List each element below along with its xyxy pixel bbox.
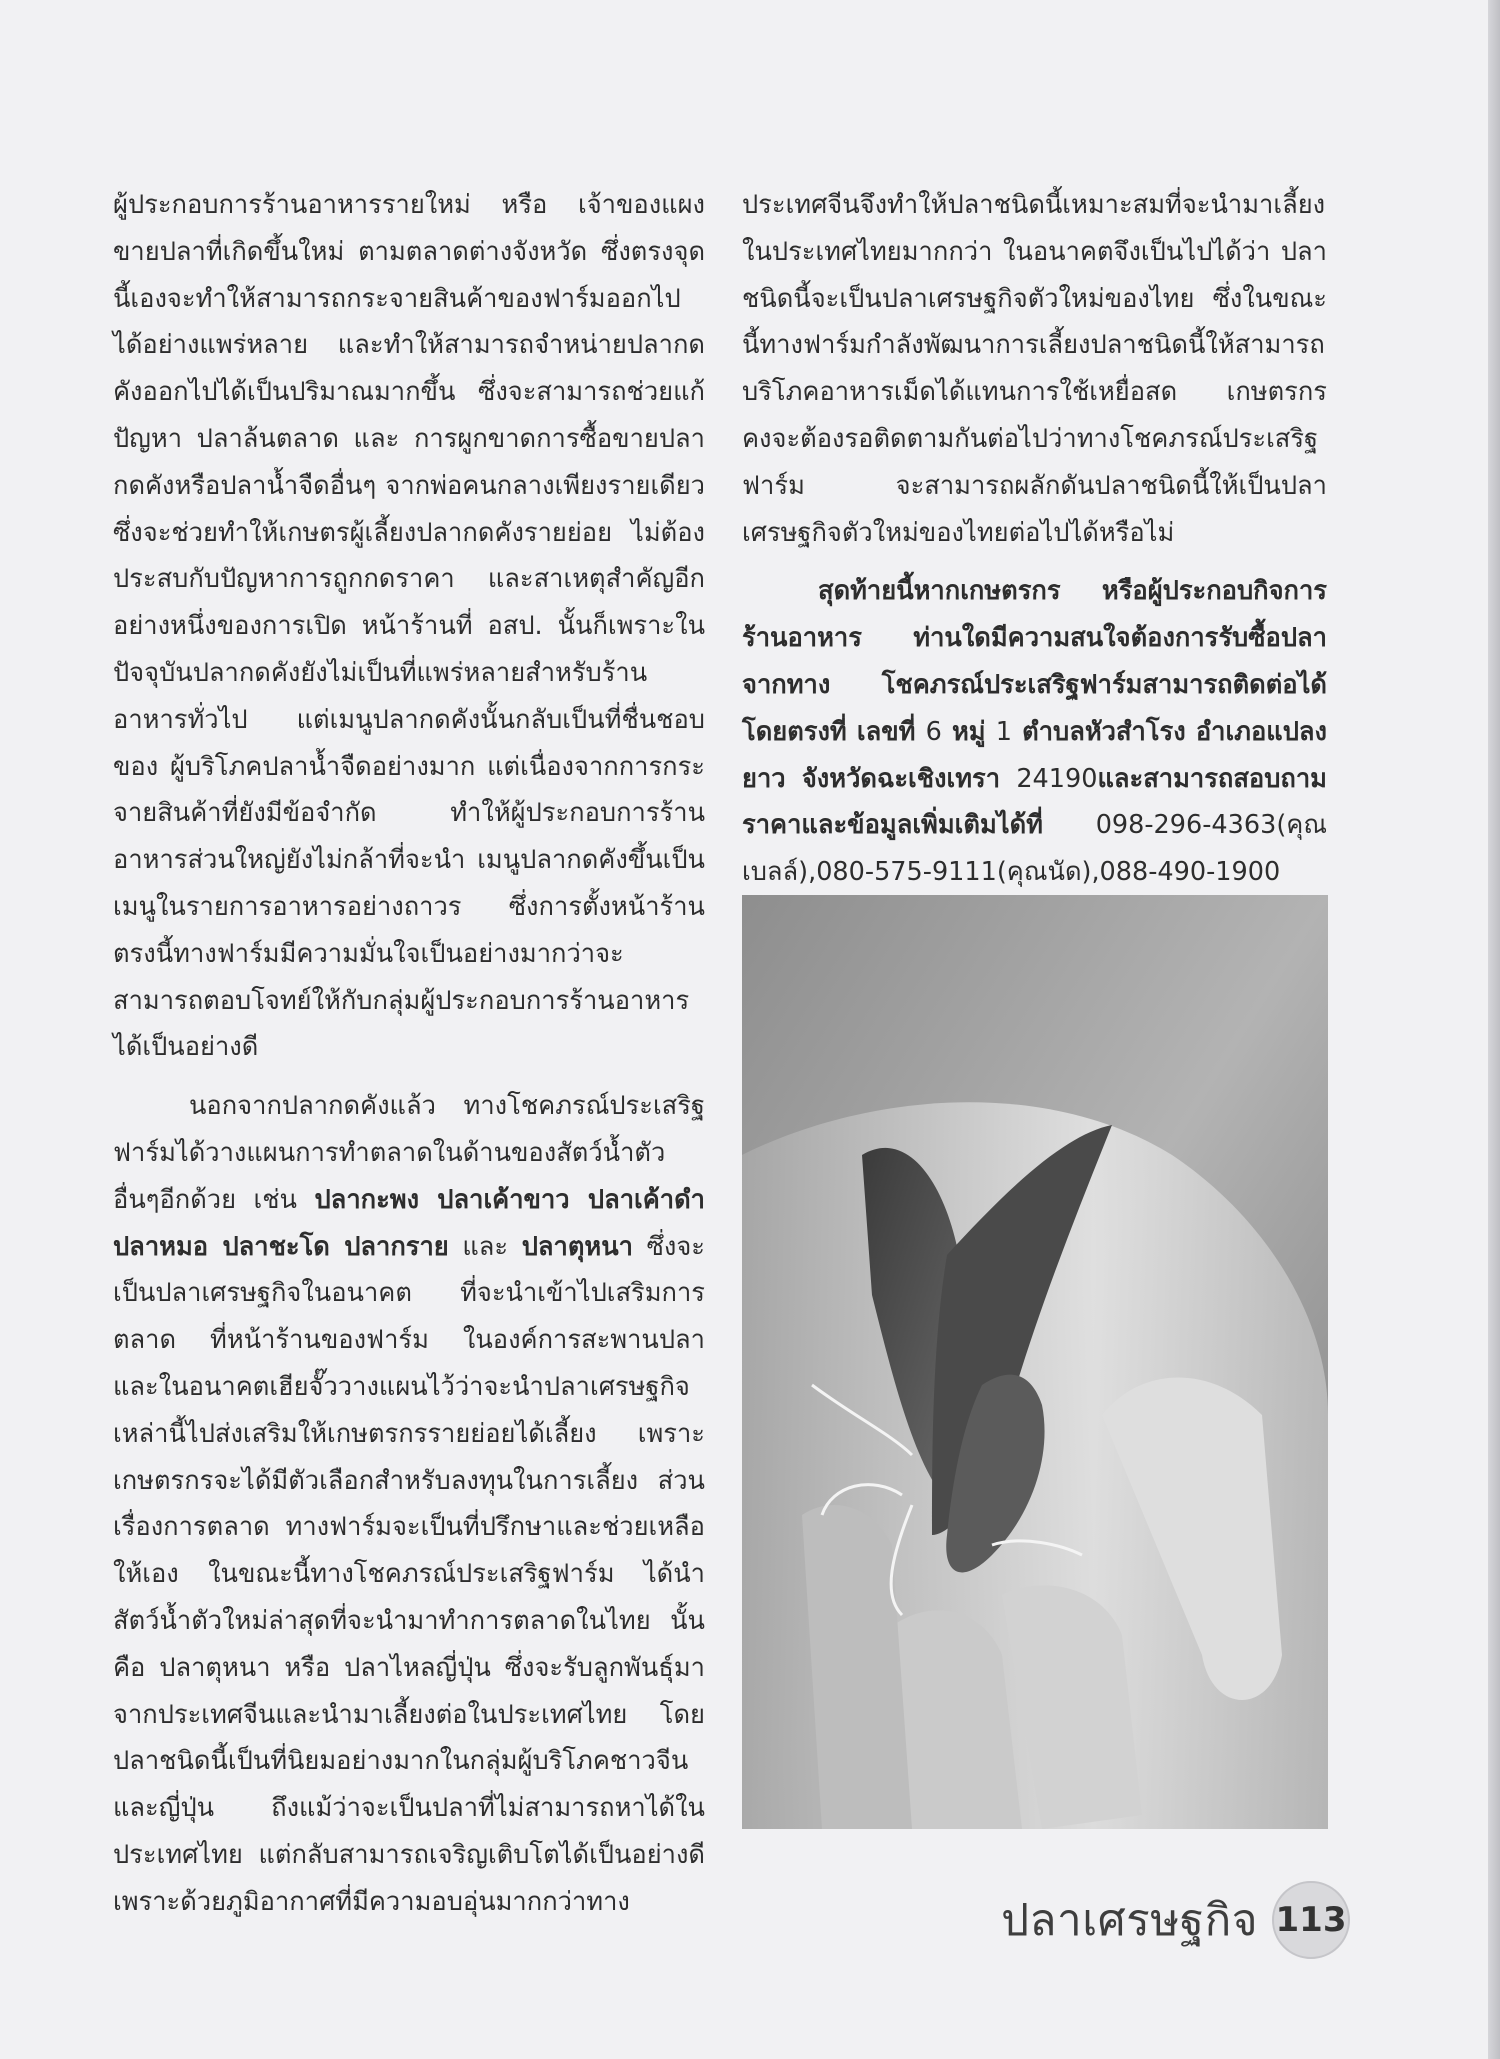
body-paragraph: ผู้ประกอบการร้านอาหารรายใหม่ หรือ เจ้าของแผงขายปลาที่เกิดขึ้นใหม่ ตามตลาดต่างจังหวัด ซึ่งตรงจุดนี้เองจะทำให้สามารถกระจายสินค้าของฟาร์มออกไปได้อย่างแพร่หลาย และทำให้สามารถจำหน่ายปลากดคังออกไปได้เป็นปริมาณมากขึ้น ซึ่งจะสามารถช่วยแก้ปัญหา ปลาล้นตลาด และ การผูกขาดการซื้อขายปลากดคังหรือปลาน้ำจืดอื่นๆ จากพ่อคนกลางเพียงรายเดียว ซึ่งจะช่วยทำให้เกษตรผู้เลี้ยงปลากดคังรายย่อย ไม่ต้องประสบกับปัญหาการถูกกดราคา และสาเหตุสำคัญอีกอย่างหนึ่งของการเปิด หน้าร้านที่ อสป. นั้นก็เพราะในปัจจุบันปลากดคังยังไม่เป็นที่แพร่หลายสำหรับร้านอาหารทั่วไป แต่เมนูปลากดคังนั้นกลับเป็นที่ชื่นชอบของ ผู้บริโภคปลาน้ำจืดอย่างมาก แต่เนื่องจากการกระจายสินค้าที่ยังมีข้อจำกัด ทำให้ผู้ประกอบการร้านอาหารส่วนใหญ่ยังไม่กล้าที่จะนำ เมนูปลากดคังขึ้นเป็นเมนูในรายการอาหารอย่างถาวร ซึ่งการตั้งหน้าร้านตรงนี้ทางฟาร์มมีความมั่นใจเป็นอย่างมากว่าจะสามารถตอบโจทย์ให้กับกลุ่มผู้ประกอบการร้านอาหารได้เป็นอย่างดี [113, 190, 705, 1063]
contact-moo-number: 1 [995, 716, 1012, 747]
paragraph-connector: และ [448, 1231, 522, 1262]
body-paragraph: ประเทศจีนจึงทำให้ปลาชนิดนี้เหมาะสมที่จะนำมาเลี้ยงในประเทศไทยมากกว่า ในอนาคตจึงเป็นไปได้ว่า ปลาชนิดนี้จะเป็นปลาเศรษฐกิจตัวใหม่ของไทย ซึ่งในขณะนี้ทางฟาร์มกำลังพัฒนาการเลี้ยงปลาชนิดนี้ให้สามารถบริโภคอาหารเม็ดได้แทนการใช้เหยื่อสด เกษตรกรคงจะต้องรอติดตามกันต่อไปว่าทางโชคภรณ์ประเสริฐฟาร์ม จะสามารถผลักดันปลาชนิดนี้ให้เป็นปลาเศรษฐกิจตัวใหม่ของไทยต่อไปได้หรือไม่ [742, 190, 1327, 548]
contact-text: ตำบลหัวสำโรง อำเภอแปลงยาว จังหวัดฉะเชิงเทรา [742, 716, 1327, 794]
contact-text: หมู่ [941, 716, 996, 747]
page-footer [1001, 1881, 1350, 1959]
page-number-badge: 113 [1272, 1881, 1350, 1959]
contact-paragraph [742, 568, 1327, 942]
fish-list: ปลากะพง ปลาเค้าขาว ปลาเค้าดำ ปลาหมอ ปลาชะโด ปลากราย [113, 1184, 705, 1262]
paragraph-intro: นอกจากปลากดคังแล้ว ทางโชคภรณ์ประเสริฐฟาร์มได้วางแผนการทำตลาดในด้านของสัตว์น้ำตัวอื่นๆอีกด้วย เช่น [113, 1091, 705, 1215]
paragraph-rest: ซึ่งจะเป็นปลาเศรษฐกิจในอนาคต ที่จะนำเข้าไปเสริมการตลาด ที่หน้าร้านของฟาร์ม ในองค์การสะพานปลา และในอนาคตเฮียจั๊ววางแผนไว้ว่าจะนำปลาเศรษฐกิจเหล่านี้ไปส่งเสริมให้เกษตรกรรายย่อยได้เลี้ยง เพราะเกษตรกรจะได้มีตัวเลือกสำหรับลงทุนในการเลี้ยง ส่วนเรื่องการตลาด ทางฟาร์มจะเป็นที่ปรึกษาและช่วยเหลือให้เอง ในขณะนี้ทางโชคภรณ์ประเสริฐฟาร์ม ได้นำสัตว์น้ำตัวใหม่ล่าสุดที่จะนำมาทำการตลาดในไทย นั้นคือ ปลาตุหนา หรือ ปลาไหลญี่ปุ่น ซึ่งจะรับลูกพันธุ์มาจากประเทศจีนและนำมาเลี้ยงต่อในประเทศไทย โดยปลาชนิดนี้เป็นที่นิยมอย่างมากในกลุ่มผู้บริโภคชาวจีน และญี่ปุ่น ถึงแม้ว่าจะเป็นปลาที่ไม่สามารถหาได้ในประเทศไทย แต่กลับสามารถเจริญเติบโตได้เป็นอย่างดีเพราะด้วยภูมิอากาศที่มีความอบอุ่นมากกว่าทาง [113, 1231, 705, 1917]
page-edge-shadow [1488, 0, 1500, 2059]
fish-in-hand-illustration [742, 895, 1328, 1829]
section-title: ปลาเศรษฐกิจ [1001, 1895, 1258, 1946]
contact-house-number: 6 [925, 716, 942, 747]
contact-phones: 098-296-4363(คุณเบลล์),080-575-9111(คุณนัด),088-490-1900 [742, 810, 1327, 888]
right-column [742, 182, 1327, 943]
fish-name: ปลาตุหนา [521, 1231, 633, 1262]
fish-photo [742, 895, 1328, 1829]
left-column [113, 182, 705, 1925]
contact-text: และสามารถสอบถามราคาและข้อมูลเพิ่มเติมได้ที่ [742, 763, 1327, 841]
contact-zip: 24190 [1016, 763, 1098, 794]
body-paragraph [113, 1083, 705, 1925]
contact-text: สุดท้ายนี้หากเกษตรกร หรือผู้ประกอบกิจการร้านอาหาร ท่านใดมีความสนใจต้องการรับซื้อปลาจากทาง โชคภรณ์ประเสริฐฟาร์มสามารถติดต่อได้โดยตรงที่ เลขที่ [742, 576, 1327, 747]
